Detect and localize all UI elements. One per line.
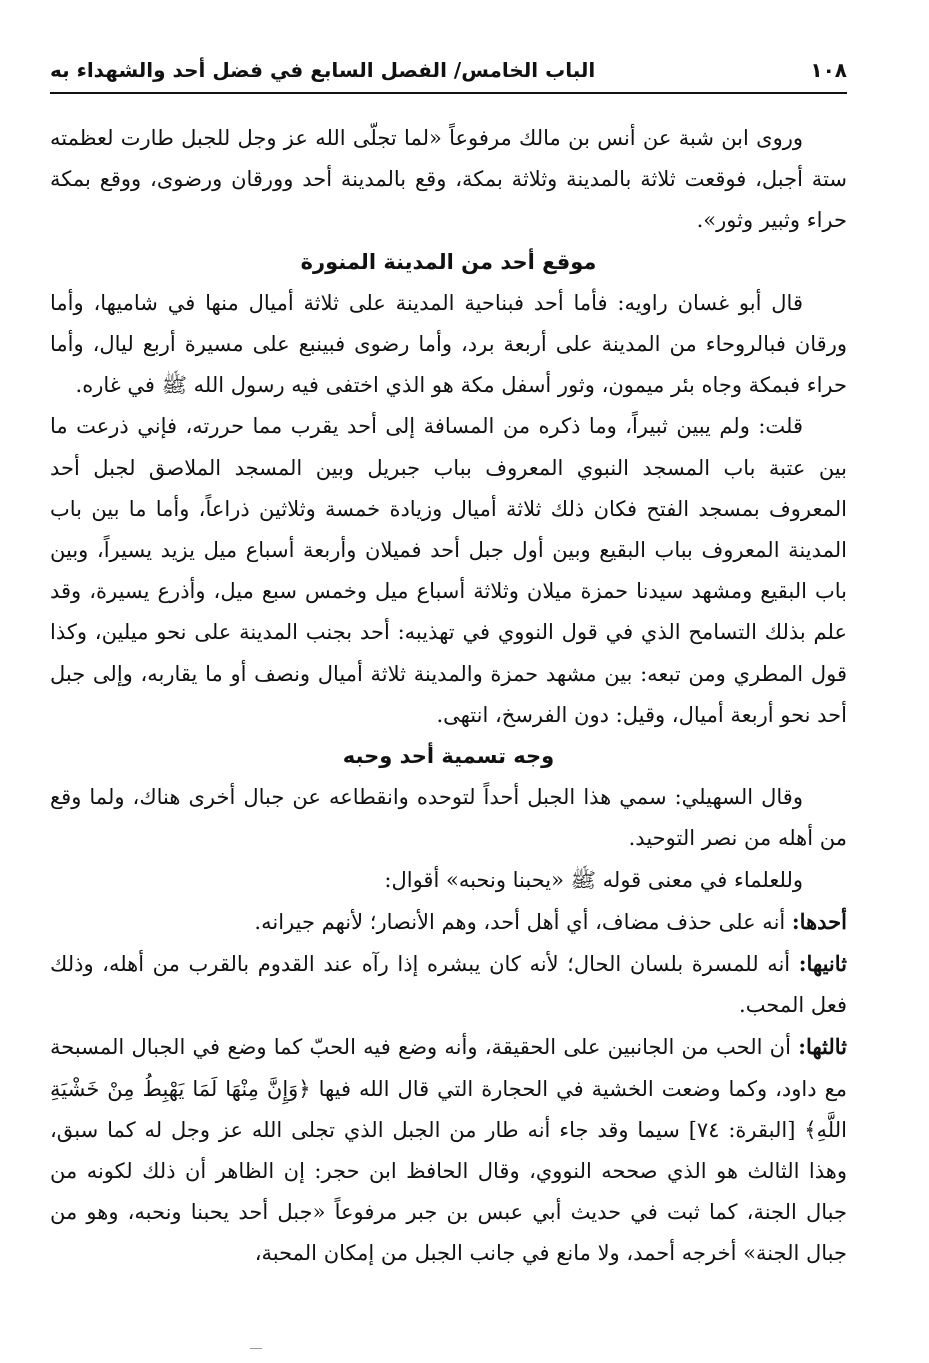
second-view-label: ثانيها: — [798, 951, 847, 977]
first-view-label: أحدها: — [791, 908, 847, 934]
section-heading-naming: وجه تسمية أحد وحبه — [342, 744, 555, 769]
scan-mark — [250, 1348, 262, 1349]
third-view-label: ثالثها: — [798, 1034, 847, 1060]
page-body — [50, 118, 847, 1275]
section-heading-location: موقع أحد من المدينة المنورة — [300, 249, 597, 274]
paragraph-abu-ghassan: قال أبو غسان راويه: فأما أحد فبناحية المدينة على ثلاثة أميال منها في شاميها، وأما ورقان فبالروحاء من المدينة على أربعة برد، وأما رضوى فبينبع على مسيرة أربع ليال، وأما حراء فبمكة وجاه بئر ميمون، وثور أسفل مكة هو الذي اختفى فيه رسول الله ﷺ في غاره. — [50, 290, 847, 398]
second-view-text: أنه للمسرة بلسان الحال؛ لأنه كان يبشره إذا رآه عند القدوم بالقرب من أهله، وذلك فعل المحب. — [50, 952, 847, 1018]
paragraph-second-view — [50, 943, 847, 1026]
paragraph-third-view — [50, 1026, 847, 1274]
paragraph-scholars-views: وللعلماء في معنى قوله ﷺ «يحبنا ونحبه» أقوال: — [384, 867, 803, 892]
paragraph-distances: قلت: ولم يبين ثبيراً، وما ذكره من المسافة إلى أحد يقرب مما حررته، فإني ذرعت ما بين عتبة باب المسجد النبوي المعروف بباب جبريل وبين المسجد الملاصق لجبل أحد المعروف بمسجد الفتح فكان ذلك ثلاثة أميال وزيادة خمسة وثلاثين ذراعاً، وأما ما بين باب المدينة المعروف بباب البقيع وبين أول جبل أحد فميلان وأربعة أسباع ميل يزيد يسيراً، وبين باب البقيع ومشهد سيدنا حمزة ميلان وثلاثة أسباع ميل وخمس سبع ميل، وأذرع يسيرة، وقد علم بذلك التسامح الذي في قول النووي في تهذيبه: أحد بجنب المدينة على نحو ميلين، وكذا قول المطري ومن تبعه: بين مشهد حمزة والمدينة ثلاثة أميال ونصف أو ما يقاربه، وإلى جبل أحد نحو أربعة أميال، وقيل: دون الفرسخ، انتهى. — [50, 414, 847, 727]
third-view-text: أن الحب من الجانبين على الحقيقة، وأنه وضع فيه الحبّ كما وضع في الجبال المسبحة مع داود، وكما وضعت الخشية في الحجارة التي قال الله فيها ﴿وَإِنَّ مِنْهَا لَمَا يَهْبِطُ مِنْ خَشْيَةِ اللَّهِ﴾ [البقرة: ٧٤] سيما وقد جاء أنه طار من الجبل الذي تجلى الله عز وجل له كما سبق، وهذا الثالث هو الذي صححه النووي، وقال الحافظ ابن حجر: إن الظاهر أن ذلك لكونه من جبال الجنة، كما ثبت في حديث أبي عبس بن جبر مرفوعاً «جبل أحد يحبنا ونحبه، وهو من جبال الجنة» أخرجه أحمد، ولا مانع في جانب الجبل من إمكان المحبة، — [50, 1035, 847, 1266]
running-header — [50, 52, 847, 94]
paragraph-first-view — [50, 901, 847, 943]
paragraph-ibn-shabba: وروى ابن شبة عن أنس بن مالك مرفوعاً «لما تجلّى الله عز وجل للجبل طارت لعظمته ستة أجبل، فوقعت ثلاثة بالمدينة وثلاثة بمكة، وقع بالمدينة أحد وورقان ورضوى، ووقع بمكة حراء وثبير وثور». — [50, 126, 847, 233]
running-title: الباب الخامس/ الفصل السابع في فضل أحد والشهداء به — [50, 58, 596, 82]
paragraph-suhayli: وقال السهيلي: سمي هذا الجبل أحداً لتوحده وانقطاعه عن جبال أخرى هناك، ولما وقع من أهله من نصر التوحيد. — [50, 785, 847, 851]
first-view-text: أنه على حذف مضاف، أي أهل أحد، وهم الأنصار؛ لأنهم جيرانه. — [254, 909, 792, 934]
page-number: ١٠٨ — [810, 58, 847, 82]
